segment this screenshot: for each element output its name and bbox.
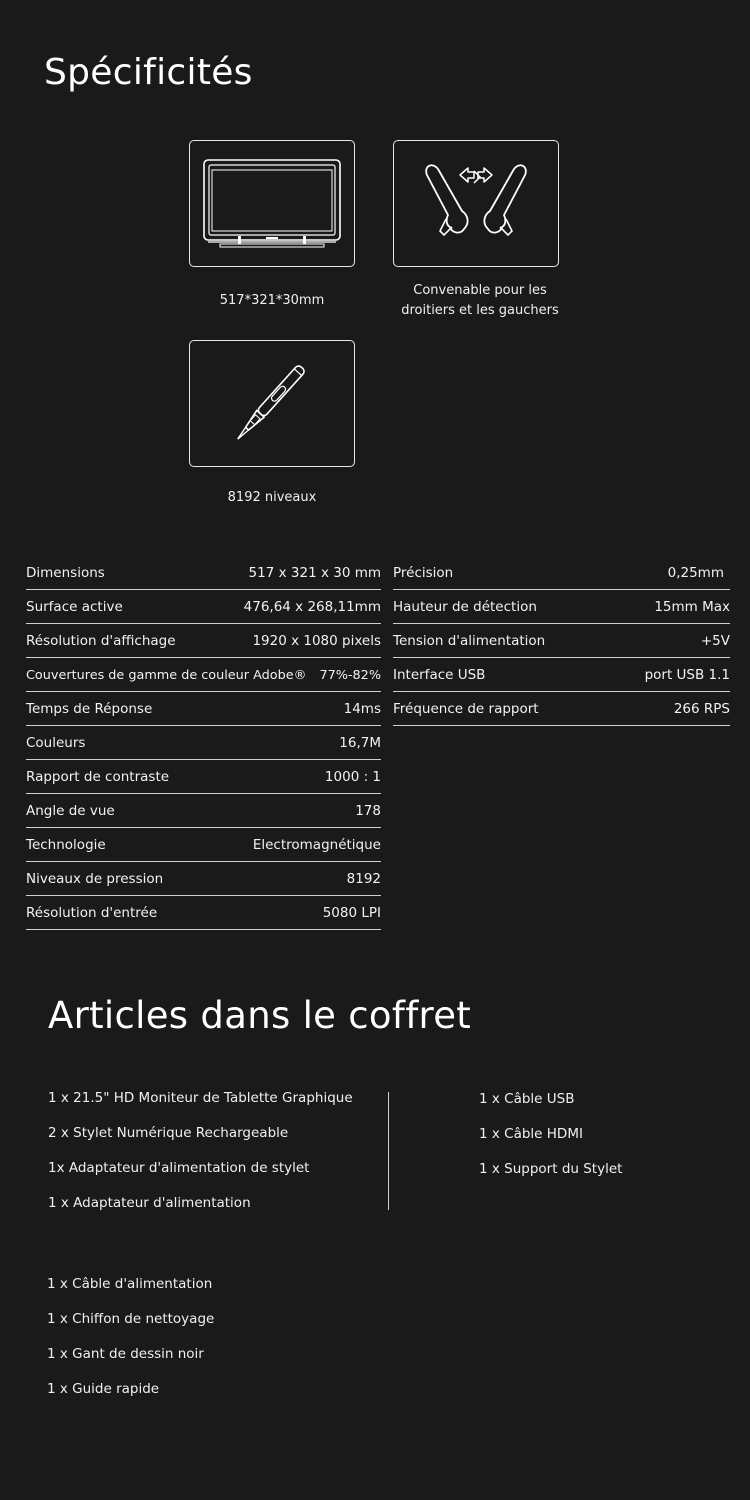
spec-row	[26, 693, 381, 726]
spec-label: Tension d'alimentation	[393, 633, 546, 649]
spec-label: Niveaux de pression	[26, 871, 164, 887]
spec-label: Couleurs	[26, 735, 86, 751]
spec-value: 5080 LPI	[322, 905, 381, 921]
spec-value: 1000 : 1	[324, 769, 381, 785]
spec-label: Angle de vue	[26, 803, 115, 819]
spec-label: Résolution d'affichage	[26, 633, 176, 649]
box-contents-title: Articles dans le coffret	[48, 994, 472, 1037]
two-hands-icon	[416, 159, 536, 249]
spec-row	[26, 727, 381, 760]
list-item: 1 x Gant de dessin noir	[47, 1346, 204, 1362]
list-item: 1 x Guide rapide	[47, 1381, 160, 1397]
spec-label: Rapport de contraste	[26, 769, 170, 785]
spec-value: 476,64 x 268,11mm	[243, 599, 381, 615]
spec-value: 266 RPS	[673, 701, 730, 717]
feature-caption-size: 517*321*30mm	[219, 293, 325, 308]
spec-value: 0,25mm	[667, 565, 724, 581]
feature-caption-pressure: 8192 niveaux	[227, 490, 317, 505]
feature-caption-hands-line2: droitiers et les gauchers	[401, 303, 559, 318]
spec-row	[26, 829, 381, 862]
spec-label: Dimensions	[26, 565, 105, 581]
spec-value: 77%-82%	[319, 667, 381, 683]
spec-row	[26, 897, 381, 930]
list-item: 1 x Support du Stylet	[479, 1161, 623, 1177]
spec-row	[26, 591, 381, 624]
spec-label: Technologie	[26, 837, 106, 853]
spec-value: 517 x 321 x 30 mm	[248, 565, 381, 581]
spec-row	[26, 557, 381, 590]
stylus-feature-card	[189, 340, 355, 467]
spec-label: Surface active	[26, 599, 123, 615]
stylus-icon	[217, 349, 327, 459]
spec-label: Précision	[393, 565, 454, 581]
spec-row	[393, 591, 730, 624]
spec-value: port USB 1.1	[644, 667, 730, 683]
spec-value: 1920 x 1080 pixels	[252, 633, 381, 649]
spec-row	[393, 557, 730, 590]
specs-title: Spécificités	[44, 52, 253, 93]
spec-value: 14ms	[343, 701, 381, 717]
feature-caption-hands	[380, 281, 580, 321]
spec-label: Résolution d'entrée	[26, 905, 158, 921]
spec-row	[393, 625, 730, 658]
spec-row	[26, 761, 381, 794]
spec-row	[393, 659, 730, 692]
spec-row	[26, 863, 381, 896]
spec-label: Hauteur de détection	[393, 599, 537, 615]
list-item: 1 x Câble HDMI	[479, 1126, 583, 1142]
spec-label: Couvertures de gamme de couleur Adobe®	[26, 667, 307, 683]
list-item: 1 x Câble d'alimentation	[47, 1276, 213, 1292]
feature-caption-hands-line1: Convenable pour les	[413, 283, 547, 298]
spec-label: Temps de Réponse	[26, 701, 153, 717]
spec-label: Fréquence de rapport	[393, 701, 539, 717]
column-divider	[388, 1092, 389, 1210]
list-item: 1 x Adaptateur d'alimentation	[48, 1195, 251, 1211]
spec-row	[26, 659, 381, 692]
list-item: 1 x 21.5" HD Moniteur de Tablette Graphique	[48, 1090, 353, 1106]
spec-value: 15mm Max	[654, 599, 730, 615]
spec-row	[26, 625, 381, 658]
spec-value: +5V	[700, 633, 730, 649]
spec-value: Electromagnétique	[252, 837, 381, 853]
spec-value: 8192	[346, 871, 381, 887]
monitor-icon	[202, 158, 342, 250]
monitor-feature-card	[189, 140, 355, 267]
list-item: 1x Adaptateur d'alimentation de stylet	[48, 1160, 310, 1176]
list-item: 1 x Câble USB	[479, 1091, 575, 1107]
spec-row	[26, 795, 381, 828]
hands-feature-card	[393, 140, 559, 267]
spec-value: 178	[355, 803, 381, 819]
list-item: 1 x Chiffon de nettoyage	[47, 1311, 215, 1327]
spec-row	[393, 693, 730, 726]
spec-value: 16,7M	[339, 735, 381, 751]
spec-label: Interface USB	[393, 667, 486, 683]
list-item: 2 x Stylet Numérique Rechargeable	[48, 1125, 289, 1141]
